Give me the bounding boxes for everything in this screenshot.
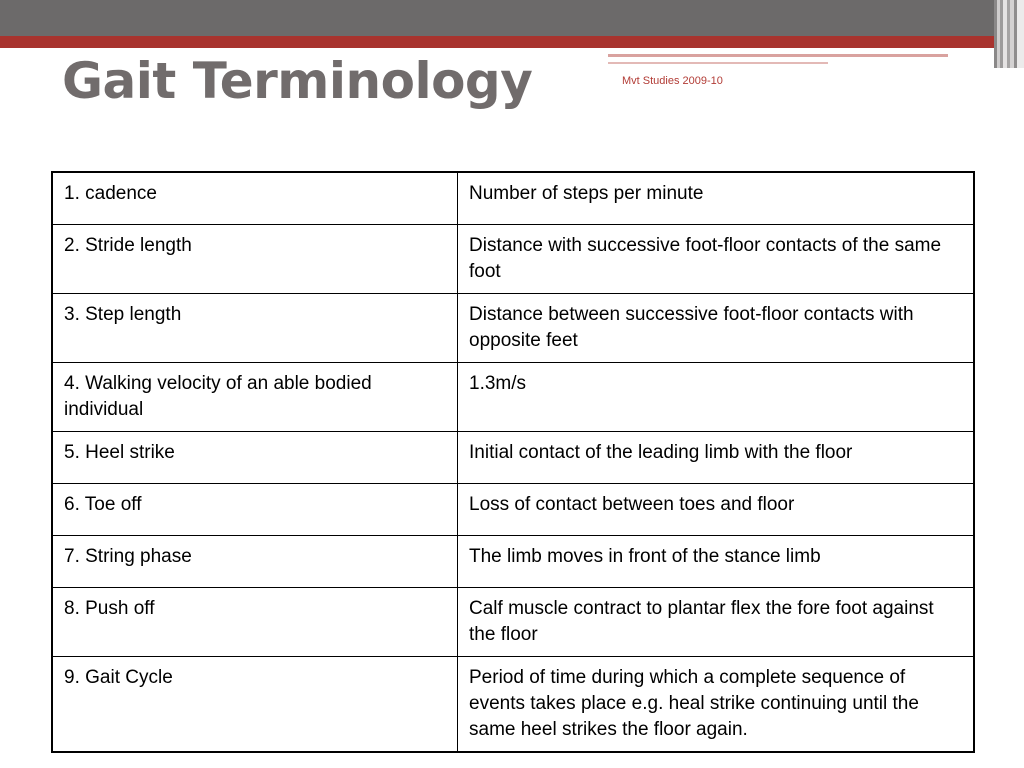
slide-title: Gait Terminology xyxy=(62,52,533,110)
table-row xyxy=(52,432,974,484)
table-row xyxy=(52,484,974,536)
header-red-band xyxy=(0,36,1024,48)
term-cell: 4. Walking velocity of an able bodied individual xyxy=(52,363,458,432)
header-accent-line-short xyxy=(608,62,828,64)
definition-cell: Calf muscle contract to plantar flex the fore foot against the floor xyxy=(458,588,975,657)
table-row xyxy=(52,225,974,294)
table-row xyxy=(52,294,974,363)
term-cell: 7. String phase xyxy=(52,536,458,588)
table-row xyxy=(52,172,974,225)
term-cell: 5. Heel strike xyxy=(52,432,458,484)
term-cell: 8. Push off xyxy=(52,588,458,657)
term-cell: 9. Gait Cycle xyxy=(52,657,458,753)
header-accent-line xyxy=(608,54,948,57)
definition-cell: Loss of contact between toes and floor xyxy=(458,484,975,536)
header-gray-bar xyxy=(0,0,1024,36)
terminology-table xyxy=(51,171,975,753)
definition-cell: 1.3m/s xyxy=(458,363,975,432)
term-cell: 2. Stride length xyxy=(52,225,458,294)
table-row xyxy=(52,536,974,588)
definition-cell: Distance between successive foot-floor contacts with opposite feet xyxy=(458,294,975,363)
definition-cell: Initial contact of the leading limb with the floor xyxy=(458,432,975,484)
term-cell: 1. cadence xyxy=(52,172,458,225)
table-row xyxy=(52,588,974,657)
definition-cell: Period of time during which a complete sequence of events takes place e.g. heal strike continuing until the same heel strikes the floor again. xyxy=(458,657,975,753)
term-cell: 6. Toe off xyxy=(52,484,458,536)
term-cell: 3. Step length xyxy=(52,294,458,363)
header-decorative-stripes xyxy=(994,0,1024,68)
definition-cell: Distance with successive foot-floor contacts of the same foot xyxy=(458,225,975,294)
table-row xyxy=(52,363,974,432)
slide-subtitle: Mvt Studies 2009-10 xyxy=(622,75,723,87)
table-row xyxy=(52,657,974,753)
definition-cell: The limb moves in front of the stance limb xyxy=(458,536,975,588)
definition-cell: Number of steps per minute xyxy=(458,172,975,225)
